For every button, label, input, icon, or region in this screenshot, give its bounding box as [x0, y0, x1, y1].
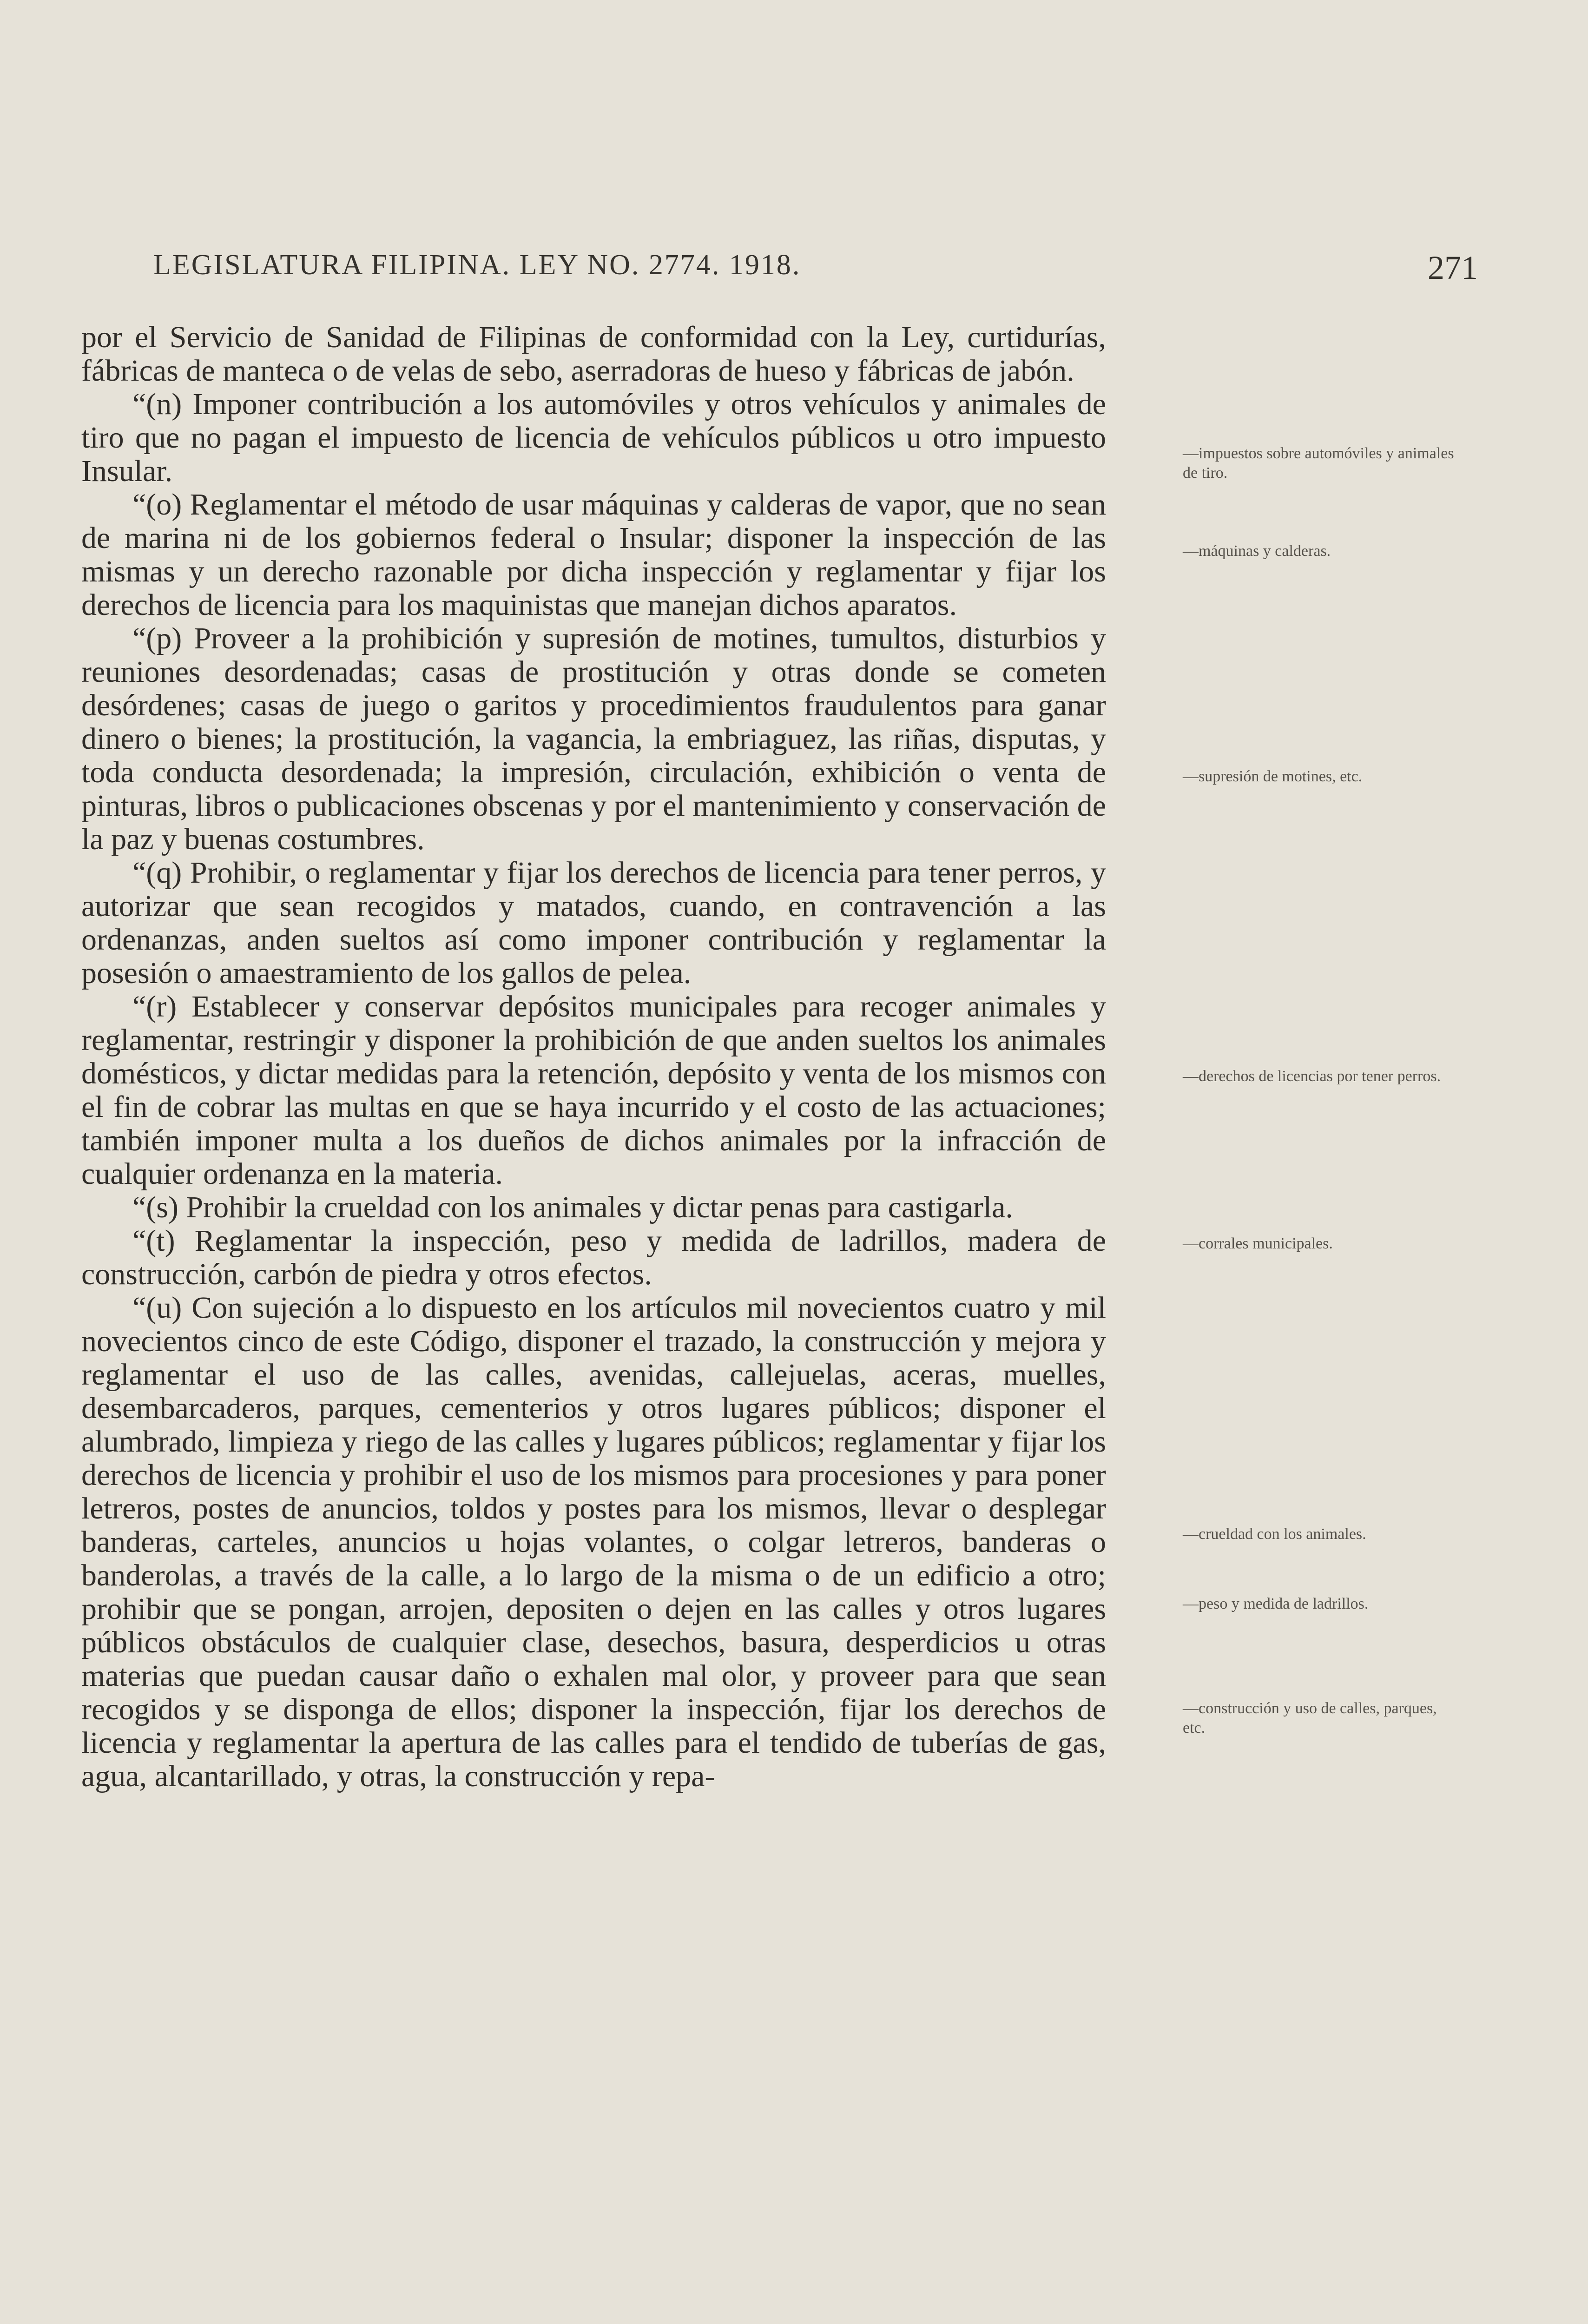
paragraph-s: “(s) Prohibir la crueldad con los animales y dictar penas para castigarla. [132, 1190, 1013, 1224]
margin-note-perros: —derechos de licencias por tener perros. [1183, 1068, 1441, 1085]
paragraph-r: “(r) Establecer y conservar depósitos municipales para recoger animales y reglamentar, restringir y disponer la prohibición de que anden sueltos los animales domésticos, y dictar medidas para la retención, depósito y venta de los mismos con el fin de cobrar las multas en que se haya incurrido y el costo de las actuaciones; también imponer multa a los dueños de dichos animales por la infracción de cualquier ordenanza en la materia. [81, 990, 1106, 1191]
margin-note-maquinas: —máquinas y calderas. [1183, 542, 1331, 560]
page-number: 271 [1428, 249, 1478, 286]
page-header [153, 249, 1478, 304]
paragraph-q: “(q) Prohibir, o reglamentar y fijar los derechos de licencia para tener perros, y autorizar que sean recogidos y matados, cuando, en contravención a las ordenanzas, anden sueltos así como imponer contribución y reglamentar la posesión o amaestramiento de los gallos de pelea. [81, 856, 1106, 990]
paragraph-t: “(t) Reglamentar la inspección, peso y medida de ladrillos, madera de construcción, carbón de piedra y otros efectos. [81, 1224, 1106, 1291]
paragraph-o: “(o) Reglamentar el método de usar máquinas y calderas de vapor, que no sean de marina ni de los gobiernos federal o Insular; disponer la inspección de las mismas y un derecho razonable por dicha inspección y reglamentar y fijar los derechos de licencia para los maquinistas que manejan dichos aparatos. [81, 488, 1106, 622]
margin-note-impuestos: —impuestos sobre automóviles y animales de tiro. [1183, 445, 1454, 482]
paragraph-n: “(n) Imponer contribución a los automóviles y otros vehículos y animales de tiro que no pagan el impuesto de licencia de vehículos públicos u otro impuesto Insular. [81, 387, 1106, 488]
margin-note-calles: —construcción y uso de calles, parques, etc. [1183, 1700, 1437, 1736]
margin-note-ladrillos: —peso y medida de ladrillos. [1183, 1595, 1369, 1612]
paragraph-p: “(p) Proveer a la prohibición y supresión de motines, tumultos, disturbios y reuniones desordenadas; casas de prostitución y otras donde se cometen desórdenes; casas de juego o garitos y procedimientos fraudulentos para ganar dinero o bienes; la prostitución, la vagancia, la embriaguez, las riñas, disputas, y toda conducta desordenada; la impresión, circulación, exhibición o venta de pinturas, libros o publicaciones obscenas y por el mantenimiento y conservación de la paz y buenas costumbres. [81, 621, 1106, 856]
running-head: LEGISLATURA FILIPINA. LEY NO. 2774. 1918. [153, 249, 801, 281]
paragraph-u: “(u) Con sujeción a lo dispuesto en los artículos mil novecientos cuatro y mil novecientos cinco de este Código, disponer el trazado, la construcción y mejora y reglamentar el uso de las calles, avenidas, callejuelas, aceras, muelles, desembarcaderos, parques, cementerios y otros lugares públicos; disponer el alumbrado, limpieza y riego de las calles y lugares públicos; reglamentar y fijar los derechos de licencia y prohibir el uso de los mismos para procesiones y para poner letreros, postes de anuncios, toldos y postes para los mismos, llevar o desplegar banderas, carteles, anuncios u hojas volantes, o colgar letreros, banderas o banderolas, a través de la calle, a lo largo de la misma o de un edificio a otro; prohibir que se pongan, arrojen, depositen o dejen en las calles y otros lugares públicos obstáculos de cualquier clase, desechos, basura, desperdicios u otras materias que puedan causar daño o exhalen mal olor, y proveer para que sean recogidos y se disponga de ellos; disponer la inspección, fijar los derechos de licencia y reglamentar la apertura de las calles para el tendido de tuberías de gas, agua, alcantarillado, y otras, la construcción y repa- [81, 1291, 1106, 1793]
margin-note-corrales: —corrales municipales. [1183, 1235, 1333, 1252]
body-text [81, 320, 1454, 1793]
margin-note-motines: —supresión de motines, etc. [1183, 768, 1363, 785]
margin-note-crueldad: —crueldad con los animales. [1183, 1525, 1366, 1543]
paragraph-intro: por el Servicio de Sanidad de Filipinas de conformidad con la Ley, curtidurías, fábricas de manteca o de velas de sebo, aserradoras de hueso y fábricas de jabón. [81, 320, 1106, 388]
